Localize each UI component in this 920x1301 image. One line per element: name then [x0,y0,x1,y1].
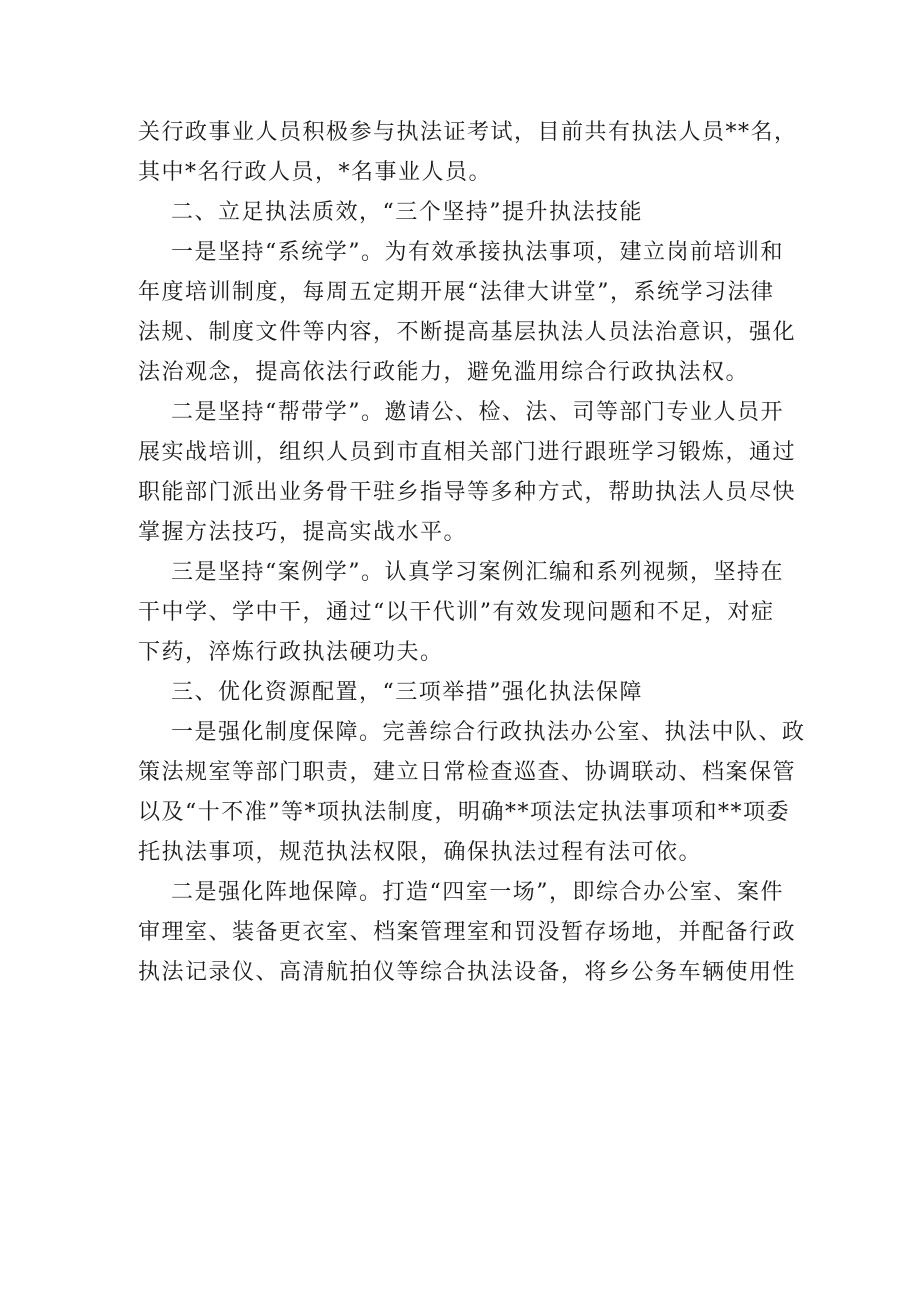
paragraph-intro-continuation [138,113,798,193]
paragraph-system-guarantee [138,713,806,873]
paragraph-case-study [138,553,798,673]
text-line: 策法规室等部门职责，建立日常检查巡查、协调联动、档案保管 [138,760,797,785]
text-line: 二是坚持“帮带学”。邀请公、检、法、司等部门专业人员开 [171,400,784,425]
text-line: 法规、制度文件等内容，不断提高基层执法人员法治意识，强化 [138,320,797,345]
paragraph-system-study [138,233,798,393]
text-line: 二是强化阵地保障。打造“四室一场”，即综合办公室、案件 [171,880,784,905]
text-line: 三是坚持“案例学”。认真学习案例汇编和系列视频，坚持在 [171,560,784,585]
text-line: 职能部门派出业务骨干驻乡指导等多种方式，帮助执法人员尽快 [138,480,797,505]
section-heading-2 [138,193,798,233]
text-line: 关行政事业人员积极参与执法证考试，目前共有执法人员**名， [138,120,798,145]
text-line: 以及“十不准”等*项执法制度，明确**项法定执法事项和**项委 [138,800,790,825]
text-line: 一是强化制度保障。完善综合行政执法办公室、执法中队、政 [171,720,806,745]
text-line: 其中*名行政人员，*名事业人员。 [138,160,493,185]
heading-line: 二、立足执法质效，“三个坚持”提升执法技能 [171,200,643,225]
text-line: 一是坚持“系统学”。为有效承接执法事项，建立岗前培训和 [171,240,784,265]
text-line: 审理室、装备更衣室、档案管理室和罚没暂存场地，并配备行政 [138,920,797,945]
section-heading-3 [138,673,798,713]
paragraph-facility-guarantee [138,873,798,993]
text-line: 法治观念，提高依法行政能力，避免滥用综合行政执法权。 [138,360,750,385]
text-line: 展实战培训，组织人员到市直相关部门进行跟班学习锻炼，通过 [138,440,797,465]
text-line: 年度培训制度，每周五定期开展“法律大讲堂”，系统学习法律 [138,280,775,305]
text-line: 托执法事项，规范执法权限，确保执法过程有法可依。 [138,840,703,865]
paragraph-mentor-study [138,393,798,553]
text-line: 执法记录仪、高清航拍仪等综合执法设备，将乡公务车辆使用性 [138,960,797,985]
heading-line: 三、优化资源配置，“三项举措”强化执法保障 [171,680,643,705]
text-line: 干中学、学中干，通过“以干代训”有效发现问题和不足，对症 [138,600,775,625]
document-body [138,113,806,993]
text-line: 下药，淬炼行政执法硬功夫。 [138,640,444,665]
text-line: 掌握方法技巧，提高实战水平。 [138,520,468,545]
